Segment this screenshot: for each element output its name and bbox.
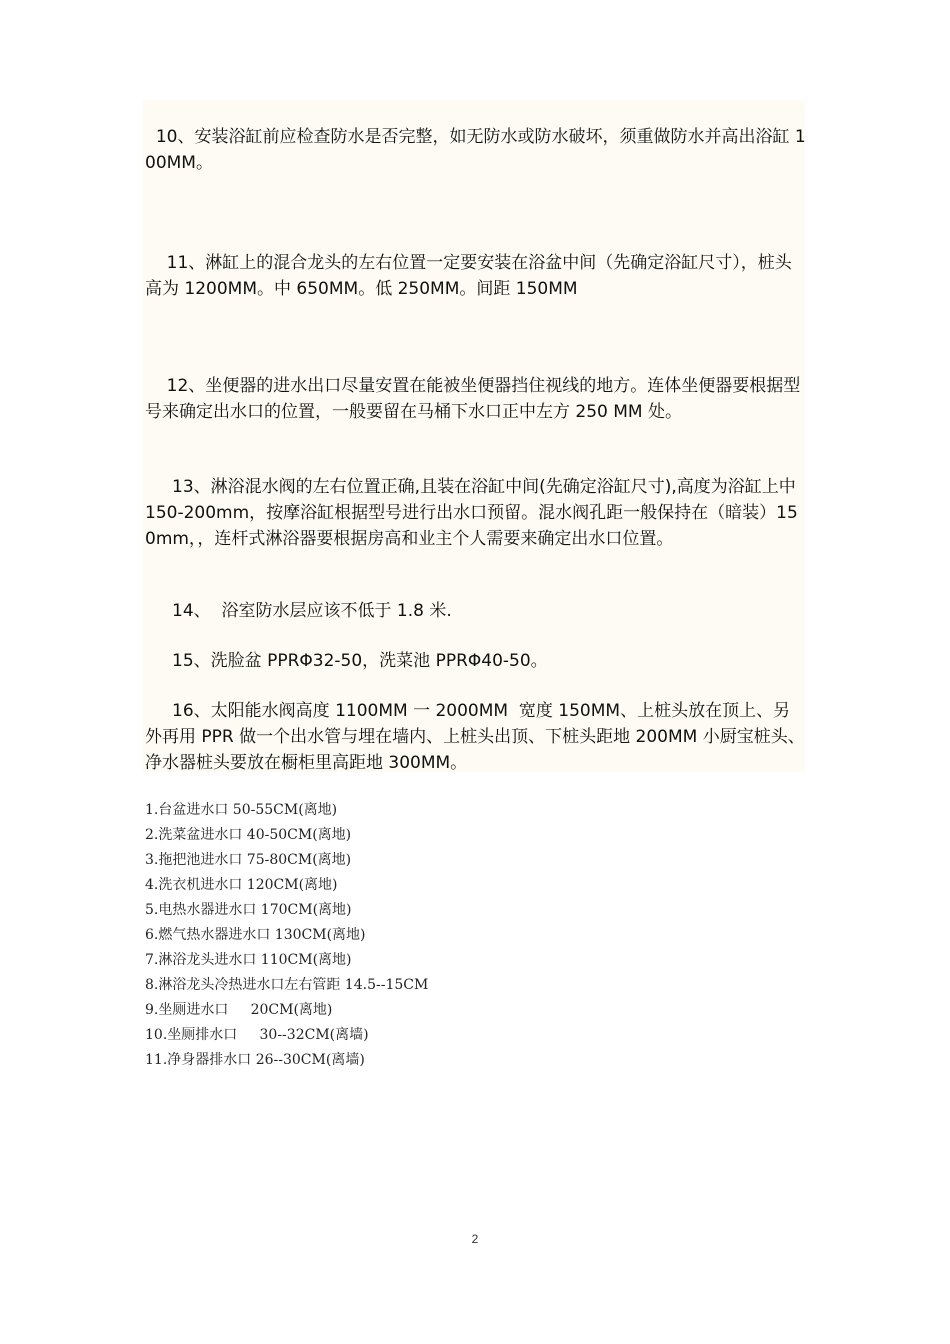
paragraph-14: 14、 浴室防水层应该不低于 1.8 米. [145, 601, 452, 621]
list-item: 6.燃气热水器进水口 130CM(离地) [145, 927, 366, 943]
paragraph-13: 13、淋浴混水阀的左右位置正确,且装在浴缸中间(先确定浴缸尺寸),高度为浴缸上中 150-200mm，按摩浴缸根据型号进行出水口预留。混水阀孔距一般保持在（暗装）150mm，，连杆式淋浴器要根据房高和业主个人需要来确定出水口位置。 [145, 477, 802, 549]
list-item: 11.净身器排水口 26--30CM(离墙) [145, 1052, 365, 1068]
paragraph-15: 15、洗脸盆 PPRΦ32-50，洗菜池 PPRΦ40-50。 [145, 651, 548, 671]
list-item: 7.淋浴龙头进水口 110CM(离地) [145, 952, 352, 968]
list-item: 8.淋浴龙头冷热进水口左右管距 14.5--15CM [145, 977, 429, 993]
water-outlet-height-list [145, 798, 428, 1073]
paragraph-16: 16、太阳能水阀高度 1100MM 一 2000MM 宽度 150MM、上桩头放在顶上、另外再用 PPR 做一个出水管与埋在墙内、上桩头出顶、下桩头距地 200MM 小厨宝桩头、净水器桩头要放在橱柜里高距地 300MM。 [145, 701, 805, 773]
list-item: 3.拖把池进水口 75-80CM(离地) [145, 852, 352, 868]
page-number: 2 [471, 1232, 479, 1246]
paragraph-11: 11、淋缸上的混合龙头的左右位置一定要安装在浴盆中间（先确定浴缸尺寸），桩头高为 1200MM。中 650MM。低 250MM。间距 150MM [145, 253, 792, 299]
paragraph-10: 10、安装浴缸前应检查防水是否完整，如无防水或防水破坏，须重做防水并高出浴缸 100MM。 [145, 127, 806, 173]
list-item: 2.洗菜盆进水口 40-50CM(离地) [145, 827, 352, 843]
list-item: 9.坐厕进水口 20CM(离地) [145, 1002, 333, 1018]
list-item: 1.台盆进水口 50-55CM(离地) [145, 802, 338, 818]
list-item: 10.坐厕排水口 30--32CM(离墙) [145, 1027, 369, 1043]
paragraph-12: 12、坐便器的进水出口尽量安置在能被坐便器挡住视线的地方。连体坐便器要根据型号来确定出水口的位置，一般要留在马桶下水口正中左方 250 MM 处。 [145, 376, 801, 422]
list-item: 4.洗衣机进水口 120CM(离地) [145, 877, 338, 893]
list-item: 5.电热水器进水口 170CM(离地) [145, 902, 352, 918]
